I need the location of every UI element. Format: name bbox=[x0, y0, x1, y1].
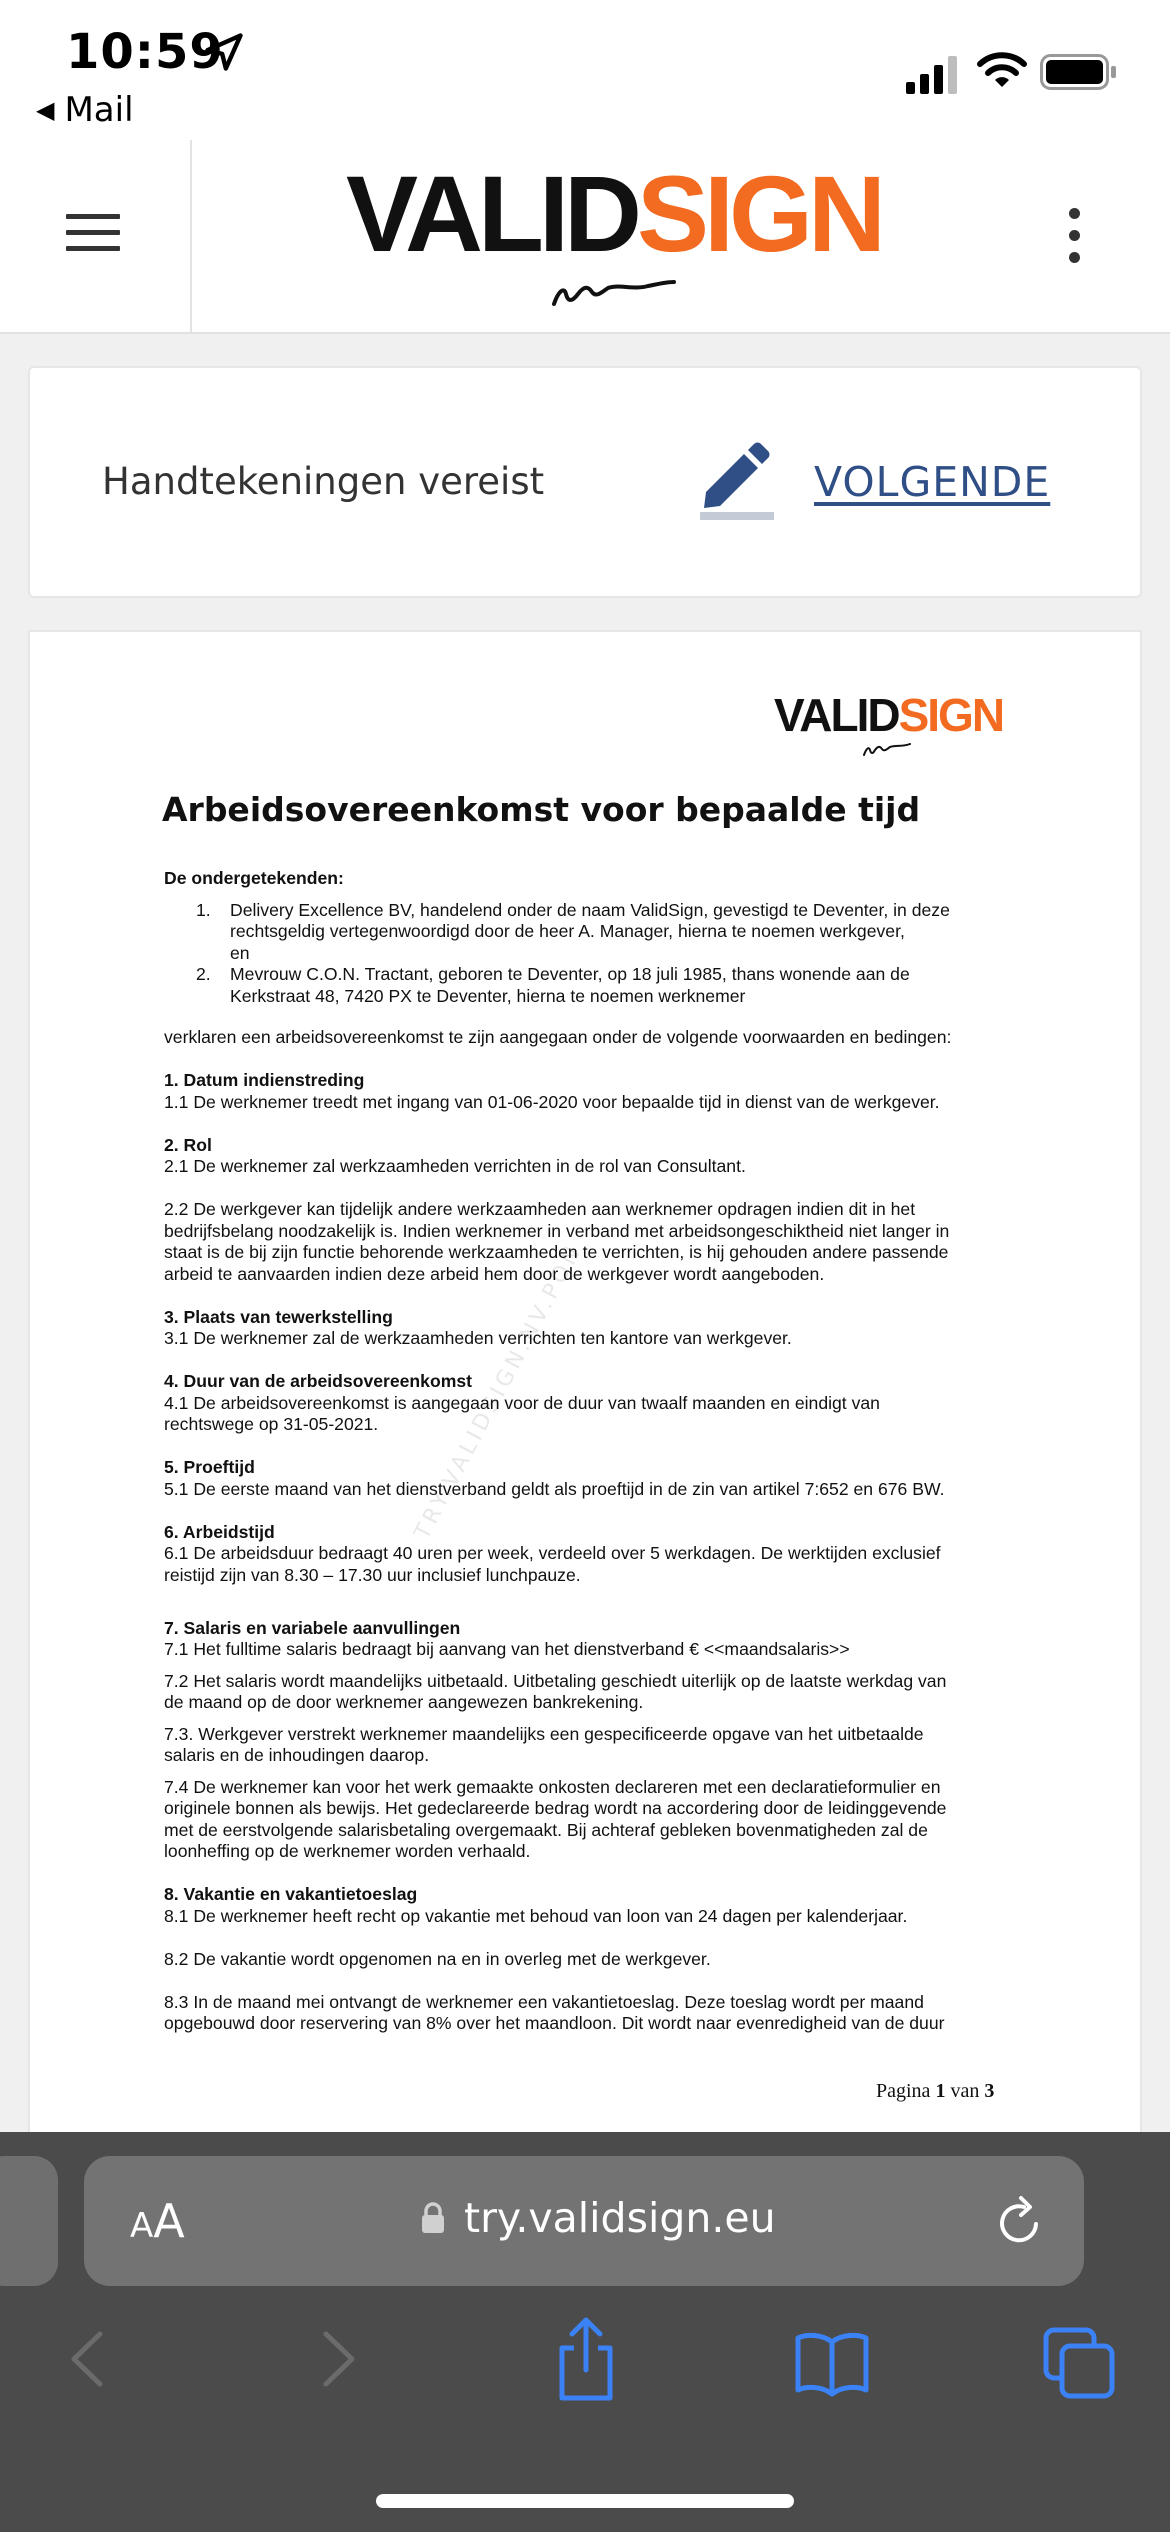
clause: 1.1 De werknemer treedt met ingang van 01-06-2020 voor bepaalde tijd in dienst van de werkgever. bbox=[164, 1091, 940, 1112]
party-2 bbox=[164, 964, 1024, 1007]
kebab-menu-icon[interactable] bbox=[1064, 208, 1084, 264]
hamburger-menu-icon[interactable] bbox=[66, 214, 120, 254]
party-2-line: Mevrouw C.O.N. Tractant, geboren te Deventer, op 18 juli 1985, thans wonende aan de bbox=[230, 964, 910, 984]
party-1-line: rechtsgeldig vertegenwoordigd door de heer A. Manager, hierna te noemen werkgever, bbox=[230, 921, 905, 941]
section-heading: 7. Salaris en variabele aanvullingen bbox=[164, 1617, 461, 1638]
clause-line: met de eerstvolgende salarisbetaling overgemaakt. Bij achteraf gebleken bovenmatigheden zal de bbox=[164, 1819, 928, 1840]
doc-logo-squiggle-icon bbox=[862, 740, 912, 758]
clause-line: rechtswege op 31-05-2021. bbox=[164, 1414, 379, 1434]
wifi-icon bbox=[976, 50, 1028, 90]
reload-icon[interactable] bbox=[994, 2194, 1046, 2250]
clause: 8.2 De vakantie wordt opgenomen na en in overleg met de werkgever. bbox=[164, 1948, 711, 1969]
clause-line: staat is de bij zijn functie behorende werkzaamheden te verrichten, is hij gehouden andere passende bbox=[164, 1242, 949, 1262]
section-heading: 3. Plaats van tewerkstelling bbox=[164, 1306, 393, 1327]
clause: 8.1 De werknemer heeft recht op vakantie met behoud van loon van 24 dagen per kalenderjaar. bbox=[164, 1905, 908, 1926]
clause-line: arbeid te aanvaarden indien deze arbeid hem door de werkgever wordt aangeboden. bbox=[164, 1263, 825, 1284]
clause: 7.1 Het fulltime salaris bedraagt bij aanvang van het dienstverband € <<maandsalaris>> bbox=[164, 1639, 850, 1659]
party-1 bbox=[164, 900, 1024, 965]
share-icon[interactable] bbox=[546, 2314, 626, 2404]
forward-chevron-icon[interactable] bbox=[298, 2314, 378, 2404]
clause-line: 7.3. Werkgever verstrekt werknemer maandelijks een gespecificeerde opgave van het uitbetaalde bbox=[164, 1723, 924, 1744]
clause-line: originele bonnen als bewijs. Het gedeclareerde bedrag wordt na accordering door de leidinggevende bbox=[164, 1798, 947, 1818]
document-page[interactable] bbox=[28, 630, 1142, 2150]
document-title: Arbeidsovereenkomst voor bepaalde tijd bbox=[162, 790, 921, 829]
clause-line: de maand op de door werknemer aangewezen bankrekening. bbox=[164, 1692, 644, 1712]
logo-sign-text: SIGN bbox=[636, 153, 882, 274]
clause-line: 2.2 De werkgever kan tijdelijk andere werkzaamheden aan werknemer opdragen indien dit in het bbox=[164, 1199, 916, 1219]
footer-total: 3 bbox=[984, 2080, 995, 2102]
url-text: try.validsign.eu bbox=[464, 2194, 776, 2242]
clause-line: 4.1 De arbeidsovereenkomst is aangegaan voor de duur van twaalf maanden en eindigt van bbox=[164, 1392, 880, 1413]
cellular-signal-icon bbox=[904, 54, 960, 94]
back-chevron-icon[interactable] bbox=[48, 2314, 128, 2404]
document-body bbox=[164, 868, 1024, 2035]
doc-logo-sign: SIGN bbox=[898, 689, 1004, 741]
tabs-icon[interactable] bbox=[1040, 2314, 1120, 2404]
pencil-icon bbox=[698, 440, 776, 520]
bookmarks-icon[interactable] bbox=[792, 2314, 872, 2404]
section-heading: 1. Datum indienstreding bbox=[164, 1070, 365, 1090]
location-arrow-icon bbox=[202, 30, 246, 74]
clause-line: salaris en de inhoudingen daarop. bbox=[164, 1745, 430, 1765]
next-label: VOLGENDE bbox=[814, 458, 1051, 506]
back-triangle-icon: ◀ bbox=[36, 96, 55, 124]
footer-prefix: Pagina bbox=[876, 2080, 931, 2102]
section-heading: 8. Vakantie en vakantietoeslag bbox=[164, 1884, 418, 1904]
clause-line: 7.2 Het salaris wordt maandelijks uitbetaald. Uitbetaling geschiedt uiterlijk op de laatste werkdag van bbox=[164, 1670, 947, 1691]
content-area bbox=[0, 336, 1170, 2132]
lock-icon bbox=[420, 2202, 446, 2234]
header-divider bbox=[190, 140, 192, 334]
section-heading: 5. Proeftijd bbox=[164, 1457, 255, 1477]
clause-line: 6.1 De arbeidsduur bedraagt 40 uren per week, verdeeld over 5 werkdagen. De werktijden exclusief bbox=[164, 1543, 941, 1563]
party-1-number: 1. bbox=[196, 899, 211, 920]
clause-line: 7.4 De werknemer kan voor het werk gemaakte onkosten declareren met een declaratieformulier en bbox=[164, 1776, 941, 1797]
party-1-line: Delivery Excellence BV, handelend onder de naam ValidSign, gevestigd te Deventer, in deze bbox=[230, 899, 950, 920]
doc-logo-valid: VALID bbox=[774, 689, 899, 741]
section-heading: 4. Duur van de arbeidsovereenkomst bbox=[164, 1371, 473, 1391]
back-app-label: Mail bbox=[64, 90, 134, 130]
clause-line: loonheffing op de werknemer worden verhaald. bbox=[164, 1841, 531, 1861]
section-heading: 6. Arbeidstijd bbox=[164, 1521, 275, 1542]
clause: 5.1 De eerste maand van het dienstverband geldt als proeftijd in de zin van artikel 7:652 en 676 BW. bbox=[164, 1478, 945, 1499]
party-2-line: Kerkstraat 48, 7420 PX te Deventer, hierna te noemen werknemer bbox=[230, 985, 746, 1006]
intro-paragraph: verklaren een arbeidsovereenkomst te zijn aangegaan onder de volgende voorwaarden en bedingen: bbox=[164, 1027, 952, 1047]
clause-line: opgebouwd door reservering van 8% over het maandloon. Dit wordt naar evenredigheid van de duur bbox=[164, 2013, 945, 2033]
browser-bottom-bar bbox=[0, 2132, 1170, 2532]
status-bar bbox=[0, 0, 1170, 140]
parties-heading: De ondergetekenden: bbox=[164, 868, 344, 888]
clause-line: 8.3 In de maand mei ontvangt de werknemer een vakantietoeslag. Deze toeslag wordt per maand bbox=[164, 1991, 924, 2012]
status-time: 10:59 bbox=[66, 24, 224, 80]
back-to-mail-link[interactable] bbox=[36, 90, 134, 130]
clause-line: reistijd zijn van 8.30 – 17.30 uur inclusief lunchpauze. bbox=[164, 1564, 581, 1585]
footer-page: 1 bbox=[935, 2080, 946, 2102]
party-2-number: 2. bbox=[196, 964, 211, 984]
document-watermark: TRY.VALIDSIGN.NV.PON bbox=[410, 1239, 588, 1544]
clause-line: bedrijfsbelang noodzakelijk is. Indien werknemer in verband met arbeidsongeschiktheid niet langer in bbox=[164, 1220, 950, 1241]
previous-tab-stub[interactable] bbox=[0, 2156, 58, 2286]
party-1-line: en bbox=[230, 942, 250, 963]
home-indicator bbox=[376, 2494, 794, 2508]
clause: 2.1 De werknemer zal werkzaamheden verrichten in de rol van Consultant. bbox=[164, 1156, 746, 1176]
clause: 3.1 De werknemer zal de werkzaamheden verrichten ten kantore van werkgever. bbox=[164, 1328, 792, 1348]
next-button[interactable] bbox=[698, 440, 1078, 530]
logo-signature-squiggle-icon bbox=[548, 272, 678, 310]
aa-large: A bbox=[153, 2194, 185, 2248]
app-header bbox=[0, 140, 1170, 334]
document-logo bbox=[774, 689, 1004, 741]
logo-valid-text: VALID bbox=[346, 153, 637, 274]
aa-small: A bbox=[130, 2206, 154, 2246]
battery-icon bbox=[1040, 54, 1118, 90]
browser-toolbar bbox=[0, 2314, 1170, 2424]
address-bar[interactable] bbox=[84, 2156, 1084, 2286]
signatures-required-label: Handtekeningen vereist bbox=[102, 460, 545, 503]
footer-mid: van bbox=[950, 2080, 980, 2102]
validsign-logo bbox=[346, 153, 882, 280]
reader-text-size-button[interactable] bbox=[130, 2194, 185, 2248]
signature-required-banner bbox=[28, 366, 1142, 598]
section-heading: 2. Rol bbox=[164, 1134, 212, 1155]
page-number-footer bbox=[876, 2080, 994, 2103]
